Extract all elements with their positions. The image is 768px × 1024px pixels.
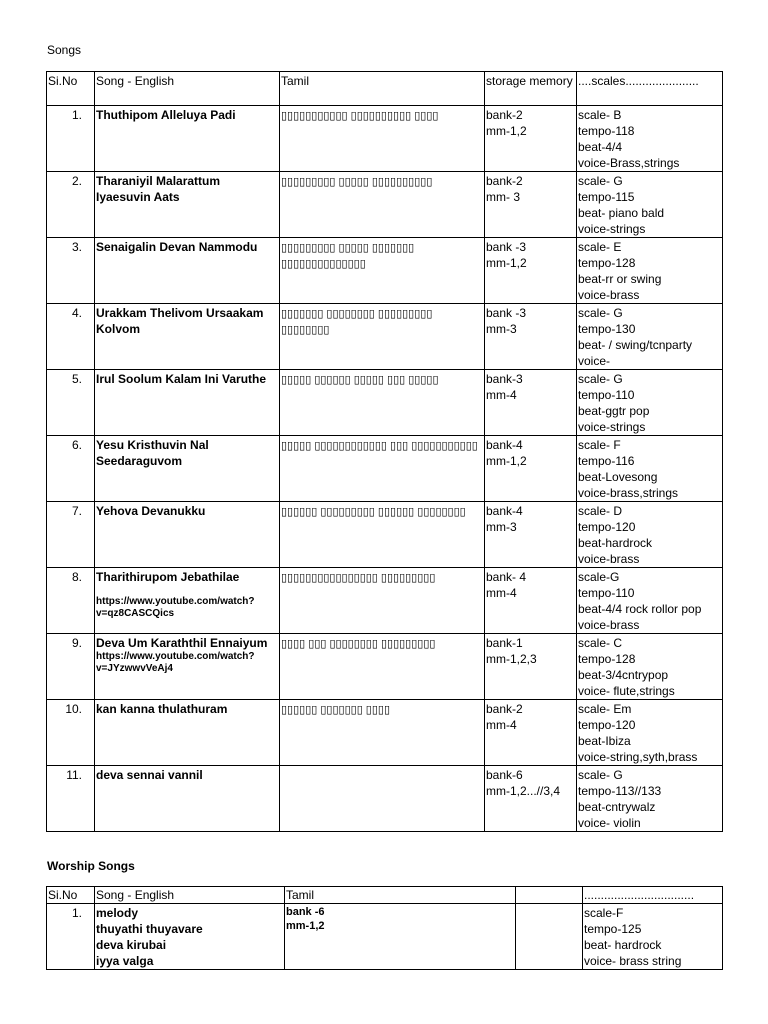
song-storage xyxy=(485,436,577,502)
header-storage: storage memory xyxy=(485,72,577,106)
song-english-title: kan kanna thulathuram xyxy=(96,702,228,716)
table-row xyxy=(47,904,723,970)
scale-line: scale- D xyxy=(578,504,623,518)
header-tamil: Tamil xyxy=(285,887,516,904)
song-number: 11. xyxy=(47,766,95,832)
table-row xyxy=(47,634,723,700)
table-row xyxy=(47,766,723,832)
song-english xyxy=(95,304,280,370)
song-english xyxy=(95,106,280,172)
scale-line: voice-Brass,strings xyxy=(578,156,680,170)
song-english xyxy=(95,172,280,238)
scale-line: scale- G xyxy=(578,372,623,386)
table-header-row xyxy=(47,887,723,904)
scale-line: tempo-120 xyxy=(578,520,636,534)
table-row xyxy=(47,502,723,568)
song-english xyxy=(95,502,280,568)
song-english-line: thuyathi thuyavare xyxy=(96,922,203,936)
song-tamil xyxy=(285,904,516,970)
scale-line: voice-brass xyxy=(578,552,640,566)
song-english-title: Urakkam Thelivom Ursaakam Kolvom xyxy=(96,306,264,336)
song-scales xyxy=(577,436,723,502)
song-storage xyxy=(485,370,577,436)
storage-line: bank-4 xyxy=(486,438,523,452)
song-number: 8. xyxy=(47,568,95,634)
song-scales xyxy=(577,370,723,436)
song-tamil-text: ▯▯▯▯▯ ▯▯▯▯▯▯ ▯▯▯▯▯ ▯▯▯ ▯▯▯▯▯ xyxy=(281,374,439,386)
scale-line: tempo-118 xyxy=(578,124,635,138)
storage-line: mm- 3 xyxy=(486,190,520,204)
scale-line: tempo-128 xyxy=(578,652,636,666)
song-youtube-link[interactable]: https://www.youtube.com/watch?v=qz8CASCQics xyxy=(96,596,255,619)
scale-line: scale- G xyxy=(578,174,623,188)
storage-line: bank -3 xyxy=(486,240,527,254)
scale-line: scale- E xyxy=(578,240,622,254)
song-english-title: Yesu Kristhuvin Nal Seedaraguvom xyxy=(96,438,209,468)
song-tamil xyxy=(280,568,485,634)
scale-line: beat-ggtr pop xyxy=(578,404,650,418)
song-youtube-link[interactable]: https://www.youtube.com/watch?v=JYzwwvVeAj4 xyxy=(96,651,255,674)
scale-line: beat- hardrock xyxy=(584,938,662,952)
song-tamil-text: ▯▯▯▯▯▯▯▯▯ ▯▯▯▯▯ ▯▯▯▯▯▯▯▯▯▯ xyxy=(281,176,433,188)
storage-line: mm-4 xyxy=(486,388,517,402)
scale-line: voice-strings xyxy=(578,420,646,434)
song-tamil-text: ▯▯▯▯ ▯▯▯ ▯▯▯▯▯▯▯▯ ▯▯▯▯▯▯▯▯▯ xyxy=(281,638,436,650)
scale-line: tempo-113//133 xyxy=(578,784,662,798)
storage-line: mm-4 xyxy=(486,718,517,732)
song-tamil xyxy=(280,304,485,370)
table-row xyxy=(47,238,723,304)
song-english xyxy=(95,766,280,832)
table-row xyxy=(47,568,723,634)
header-tamil: Tamil xyxy=(280,72,485,106)
storage-line: mm-1,2 xyxy=(486,256,527,270)
song-tamil-text: ▯▯▯▯▯ ▯▯▯▯▯▯▯▯▯▯▯▯ ▯▯▯ ▯▯▯▯▯▯▯▯▯▯▯ xyxy=(281,440,478,452)
song-tamil xyxy=(280,766,485,832)
song-number: 10. xyxy=(47,700,95,766)
song-english-line: deva kirubai xyxy=(96,938,167,952)
header-blank xyxy=(516,887,583,904)
song-tamil-text: ▯▯▯▯▯▯▯▯▯▯▯ ▯▯▯▯▯▯▯▯▯▯ ▯▯▯▯ xyxy=(281,110,439,122)
table-row xyxy=(47,304,723,370)
song-number: 9. xyxy=(47,634,95,700)
storage-line: mm-4 xyxy=(486,586,517,600)
storage-line: bank-4 xyxy=(486,504,523,518)
scale-line: beat-4/4 xyxy=(578,140,623,154)
scale-line: beat-4/4 rock rollor pop xyxy=(578,602,702,616)
storage-line: mm-1,2 xyxy=(286,920,325,932)
songs-table xyxy=(46,71,723,832)
song-tamil-text: ▯▯▯▯▯▯▯▯▯▯▯▯▯▯▯▯ ▯▯▯▯▯▯▯▯▯ xyxy=(281,572,436,584)
song-tamil-text: ▯▯▯▯▯▯ ▯▯▯▯▯▯▯▯▯ ▯▯▯▯▯▯ ▯▯▯▯▯▯▯▯ xyxy=(281,506,466,518)
scale-line: voice-string,syth,brass xyxy=(578,750,698,764)
scale-line: beat-Ibiza xyxy=(578,734,631,748)
table-row xyxy=(47,700,723,766)
song-storage xyxy=(485,568,577,634)
song-number: 6. xyxy=(47,436,95,502)
scale-line: tempo-116 xyxy=(578,454,635,468)
storage-line: mm-1,2 xyxy=(486,124,527,138)
scale-line: beat- / swing/tcnparty xyxy=(578,338,693,352)
song-english-title: Deva Um Karaththil Ennaiyum xyxy=(96,636,268,650)
song-english-title: Irul Soolum Kalam Ini Varuthe xyxy=(96,372,267,386)
header-scales: ................................. xyxy=(583,887,723,904)
song-tamil xyxy=(280,502,485,568)
storage-line: mm-3 xyxy=(486,322,517,336)
scale-line: beat-rr or swing xyxy=(578,272,662,286)
song-storage xyxy=(485,766,577,832)
scale-line: scale- B xyxy=(578,108,622,122)
song-storage xyxy=(485,304,577,370)
storage-line: mm-1,2,3 xyxy=(486,652,537,666)
song-scales xyxy=(577,568,723,634)
song-english xyxy=(95,700,280,766)
song-number: 5. xyxy=(47,370,95,436)
scale-line: voice- violin xyxy=(578,816,641,830)
song-scales xyxy=(577,700,723,766)
song-scales xyxy=(577,106,723,172)
song-tamil xyxy=(280,700,485,766)
song-scales xyxy=(577,238,723,304)
song-tamil xyxy=(280,238,485,304)
storage-line: bank-2 xyxy=(486,174,523,188)
table-row xyxy=(47,172,723,238)
song-storage xyxy=(485,634,577,700)
song-english xyxy=(95,568,280,634)
header-sino: Si.No xyxy=(47,887,95,904)
song-scales xyxy=(577,766,723,832)
worship-title: Worship Songs xyxy=(47,859,135,873)
scale-line: voice- xyxy=(578,354,611,368)
song-storage xyxy=(485,502,577,568)
header-sino: Si.No xyxy=(47,72,95,106)
scale-line: scale- G xyxy=(578,306,623,320)
song-storage xyxy=(485,106,577,172)
blank-cell xyxy=(516,904,583,970)
scale-line: tempo-115 xyxy=(578,190,635,204)
song-english-title: Yehova Devanukku xyxy=(96,504,206,518)
scale-line: beat-Lovesong xyxy=(578,470,658,484)
song-number: 1. xyxy=(47,904,95,970)
songs-title: Songs xyxy=(47,43,82,57)
song-storage xyxy=(485,238,577,304)
song-english-title: Senaigalin Devan Nammodu xyxy=(96,240,258,254)
song-english-title: Tharaniyil Malarattum Iyaesuvin Aats xyxy=(96,174,221,204)
song-tamil xyxy=(280,172,485,238)
song-tamil-text: ▯▯▯▯▯▯▯ ▯▯▯▯▯▯▯▯ ▯▯▯▯▯▯▯▯▯ ▯▯▯▯▯▯▯▯ xyxy=(281,308,436,336)
song-scales xyxy=(577,634,723,700)
storage-line: mm-1,2 xyxy=(486,454,527,468)
storage-line: bank -3 xyxy=(486,306,527,320)
scale-line: voice-strings xyxy=(578,222,646,236)
scale-line: beat- piano bald xyxy=(578,206,665,220)
scale-line: tempo-128 xyxy=(578,256,636,270)
scale-line: scale- G xyxy=(578,768,623,782)
song-english xyxy=(95,634,280,700)
storage-line: bank-2 xyxy=(486,108,523,122)
scale-line: scale-F xyxy=(584,906,624,920)
song-number: 1. xyxy=(47,106,95,172)
song-english-title: deva sennai vannil xyxy=(96,768,203,782)
storage-line: mm-3 xyxy=(486,520,517,534)
header-english: Song - English xyxy=(95,887,285,904)
scale-line: beat-cntrywalz xyxy=(578,800,656,814)
song-number: 7. xyxy=(47,502,95,568)
song-number: 4. xyxy=(47,304,95,370)
song-number: 2. xyxy=(47,172,95,238)
song-storage xyxy=(485,700,577,766)
scale-line: tempo-125 xyxy=(584,922,642,936)
song-english xyxy=(95,238,280,304)
storage-line: mm-1,2...//3,4 xyxy=(486,784,561,798)
table-row xyxy=(47,436,723,502)
scale-line: scale- F xyxy=(578,438,621,452)
song-storage xyxy=(485,172,577,238)
spacer xyxy=(96,585,278,596)
song-tamil-text: ▯▯▯▯▯▯ ▯▯▯▯▯▯▯ ▯▯▯▯ xyxy=(281,704,391,716)
song-english xyxy=(95,436,280,502)
storage-line: bank- 4 xyxy=(486,570,527,584)
storage-line: bank-3 xyxy=(486,372,523,386)
song-english-title: Thuthipom Alleluya Padi xyxy=(96,108,236,122)
worship-table xyxy=(46,886,723,970)
song-scales xyxy=(577,172,723,238)
scale-line: scale- C xyxy=(578,636,623,650)
song-tamil-text: ▯▯▯▯▯▯▯▯▯ ▯▯▯▯▯ ▯▯▯▯▯▯▯ ▯▯▯▯▯▯▯▯▯▯▯▯▯▯ xyxy=(281,242,418,270)
scale-line: beat-3/4cntrypop xyxy=(578,668,669,682)
song-tamil xyxy=(280,436,485,502)
storage-line: bank-6 xyxy=(486,768,523,782)
song-english xyxy=(95,370,280,436)
storage-line: bank -6 xyxy=(286,906,325,918)
song-scales xyxy=(583,904,723,970)
song-tamil xyxy=(280,106,485,172)
song-english-line: melody xyxy=(96,906,139,920)
table-row xyxy=(47,370,723,436)
scale-line: tempo-110 xyxy=(578,388,635,402)
header-english: Song - English xyxy=(95,72,280,106)
song-number: 3. xyxy=(47,238,95,304)
scale-line: tempo-130 xyxy=(578,322,636,336)
scale-line: scale-G xyxy=(578,570,620,584)
scale-line: voice-brass,strings xyxy=(578,486,679,500)
song-tamil xyxy=(280,370,485,436)
scale-line: tempo-120 xyxy=(578,718,636,732)
song-tamil xyxy=(280,634,485,700)
scale-line: voice-brass xyxy=(578,288,640,302)
scale-line: voice-brass xyxy=(578,618,640,632)
table-header-row xyxy=(47,72,723,106)
song-english-line: iyya valga xyxy=(96,954,154,968)
song-english-title: Tharithirupom Jebathilae xyxy=(96,570,240,584)
header-scales: ....scales...................... xyxy=(577,72,723,106)
scale-line: beat-hardrock xyxy=(578,536,653,550)
song-scales xyxy=(577,502,723,568)
scale-line: scale- Em xyxy=(578,702,632,716)
table-row xyxy=(47,106,723,172)
scale-line: voice- flute,strings xyxy=(578,684,675,698)
song-english xyxy=(95,904,285,970)
storage-line: bank-1 xyxy=(486,636,523,650)
storage-line: bank-2 xyxy=(486,702,523,716)
scale-line: voice- brass string xyxy=(584,954,682,968)
song-scales xyxy=(577,304,723,370)
scale-line: tempo-110 xyxy=(578,586,635,600)
